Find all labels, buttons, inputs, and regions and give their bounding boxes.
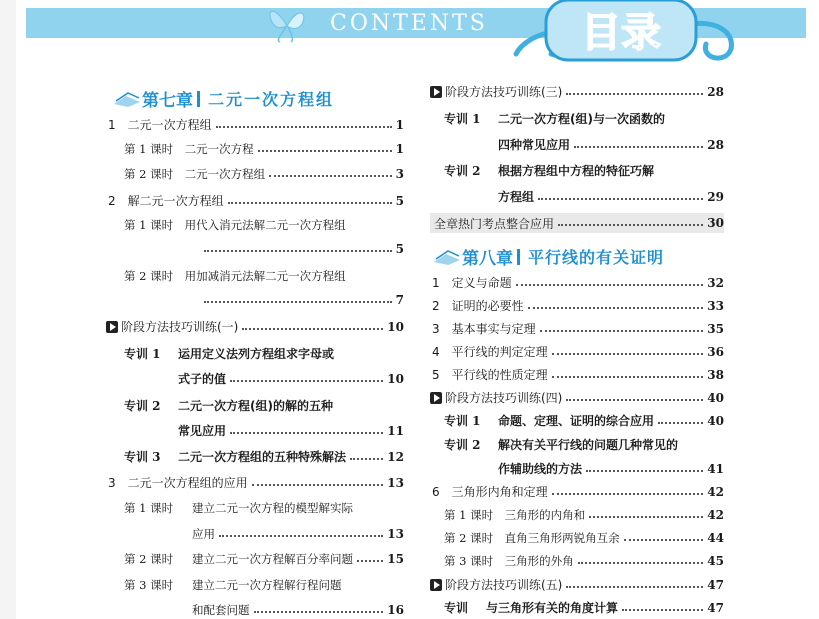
toc-entry[interactable] [124, 500, 404, 516]
page-number: 40 [707, 390, 724, 405]
page-number: 47 [707, 600, 724, 615]
leader-dots [578, 562, 704, 564]
toc-entry[interactable] [430, 389, 724, 406]
entry-tag: 专训 1 [444, 414, 481, 428]
leader-dots [566, 93, 703, 95]
page-number: 15 [387, 552, 404, 566]
leader-dots [219, 535, 383, 537]
entry-label: 和配套问题 [192, 603, 250, 617]
chapter-7-heading[interactable] [112, 86, 334, 111]
toc-entry[interactable] [432, 366, 724, 383]
toc-entry[interactable] [124, 577, 404, 593]
page-number: 30 [707, 216, 724, 230]
toc-entry-continuation [178, 422, 404, 439]
leader-dots [540, 330, 704, 332]
entry-label: 常见应用 [178, 424, 227, 438]
toc-entry[interactable] [432, 297, 724, 314]
toc-entry[interactable] [432, 483, 724, 500]
page-number: 16 [387, 603, 404, 617]
entry-label: 3 二元一次方程组的应用 [108, 476, 248, 490]
leader-dots [552, 353, 704, 355]
chapter-title: 平行线的有关证明 [528, 248, 665, 267]
leader-dots [252, 484, 384, 486]
chapter-number: 第八章 [462, 249, 513, 269]
entry-label: 二元一次方程组的五种特殊解法 [178, 450, 347, 464]
toc-entry[interactable] [124, 217, 404, 233]
toc-entry[interactable] [444, 110, 724, 127]
page-number: 13 [387, 475, 404, 490]
page-number: 32 [707, 275, 724, 290]
entry-label: 阶段方法技巧训练(五) [445, 578, 563, 592]
leader-dots [269, 175, 392, 177]
toc-entry[interactable] [430, 83, 724, 100]
toc-entry[interactable] [124, 448, 404, 465]
play-icon [430, 579, 442, 591]
toc-entry-continuation [498, 188, 724, 205]
play-icon [106, 321, 118, 333]
page-number: 41 [707, 461, 724, 476]
entry-label: 建立二元一次方程的模型解实际 [192, 501, 353, 515]
page-number: 10 [387, 371, 404, 386]
leader-dots [538, 198, 703, 200]
play-icon [430, 86, 442, 98]
leader-dots [230, 432, 383, 434]
butterfly-icon [264, 2, 310, 44]
book-icon [112, 90, 142, 108]
toc-entry[interactable] [124, 141, 404, 157]
toc-entry[interactable] [106, 318, 404, 335]
toc-entry[interactable] [108, 192, 404, 209]
leader-dots [586, 470, 703, 472]
toc-entry[interactable] [444, 599, 724, 616]
leader-dots [254, 611, 384, 613]
toc-entry[interactable] [432, 320, 724, 337]
page-number: 33 [707, 298, 724, 313]
page-number: 45 [707, 554, 724, 568]
page-number: 10 [387, 319, 404, 334]
entry-label: 建立二元一次方程解百分率问题 [192, 552, 353, 566]
toc-entry[interactable] [444, 162, 724, 179]
entry-label: 作辅助线的方法 [498, 462, 583, 476]
page-number: 28 [707, 84, 724, 99]
entry-tag: 专训 2 [444, 438, 481, 452]
page-number: 42 [707, 484, 724, 499]
entry-label: 第 1 课时 二元一次方程 [124, 142, 254, 156]
entry-tag: 专训 3 [124, 450, 161, 464]
entry-label: 运用定义法列方程组求字母或 [178, 347, 335, 361]
chapter-number: 第七章 [142, 91, 193, 111]
entry-tag: 第 2 课时 [124, 552, 174, 566]
leader-dots [566, 399, 703, 401]
leader-dots [658, 422, 703, 424]
toc-entry-continuation [192, 526, 404, 542]
toc-entry[interactable] [124, 551, 404, 567]
entry-tag: 第 1 课时 [124, 501, 174, 515]
entry-tag: 专训 1 [444, 112, 481, 126]
entry-label: 1 二元一次方程组 [108, 118, 212, 132]
leader-dots [622, 609, 703, 611]
entry-tag: 专训 2 [124, 399, 161, 413]
page-number: 5 [395, 242, 404, 256]
contents-badge [506, 0, 746, 70]
toc-entry-continuation [200, 293, 404, 307]
entry-label: 阶段方法技巧训练(四) [445, 391, 563, 405]
entry-tag: 专训 2 [444, 164, 481, 178]
toc-entry[interactable] [444, 436, 724, 453]
leader-dots [350, 458, 383, 460]
entry-label: 4 平行线的判定定理 [432, 345, 548, 359]
toc-entry[interactable] [444, 412, 724, 429]
toc-entry[interactable] [444, 553, 724, 569]
toc-entry-continuation [498, 136, 724, 153]
page-number: 12 [387, 449, 404, 464]
entry-label: 二元一次方程(组)的解的五种 [178, 399, 333, 413]
page-number: 28 [707, 137, 724, 152]
page-number: 3 [395, 167, 404, 181]
play-icon [430, 392, 442, 404]
toc-entry-continuation [178, 370, 404, 387]
book-icon [432, 248, 462, 266]
leader-dots [552, 376, 704, 378]
entry-label: 第 2 课时 二元一次方程组 [124, 167, 266, 181]
page-number: 5 [395, 193, 404, 208]
entry-label: 3 基本事实与定理 [432, 322, 536, 336]
chapter-divider [517, 249, 520, 265]
toc-entry[interactable] [124, 397, 404, 414]
leader-dots [624, 539, 704, 541]
entry-tag: 第 3 课时 [124, 578, 174, 592]
page-number: 11 [387, 423, 404, 438]
entry-label: 第 3 课时 三角形的外角 [444, 554, 574, 568]
toc-entry[interactable] [108, 116, 404, 133]
entry-label: 全章热门考点整合应用 [434, 216, 555, 231]
toc-entry[interactable] [432, 274, 724, 291]
entry-label: 应用 [192, 527, 215, 541]
entry-label: 建立二元一次方程解行程问题 [192, 578, 342, 592]
entry-label: 6 三角形内角和定理 [432, 485, 548, 499]
entry-tag: 专训 [444, 601, 469, 615]
leader-dots [216, 126, 392, 128]
leader-dots [204, 301, 392, 303]
entry-label: 二元一次方程(组)与一次函数的 [498, 112, 665, 126]
page-number: 13 [387, 527, 404, 541]
toc-entry[interactable] [124, 166, 404, 182]
entry-label: 第 1 课时 用代入消元法解二元一次方程组 [124, 218, 346, 232]
entry-label: 1 定义与命题 [432, 276, 512, 290]
leader-dots [204, 250, 392, 252]
entry-label: 式子的值 [178, 372, 227, 386]
entry-label: 解决有关平行线的问题几种常见的 [498, 438, 679, 452]
page-number: 44 [707, 531, 724, 545]
page-number: 47 [707, 577, 724, 592]
entry-label: 根据方程组中方程的特征巧解 [498, 164, 655, 178]
page-number: 1 [395, 117, 404, 132]
entry-label: 四种常见应用 [498, 138, 571, 152]
toc-entry-continuation [200, 242, 404, 256]
toc-entry[interactable] [432, 343, 724, 360]
document-page [16, 0, 819, 619]
leader-dots [357, 560, 383, 562]
page-number: 7 [395, 293, 404, 307]
leader-dots [516, 284, 704, 286]
page-number: 35 [707, 321, 724, 336]
chapter-divider [197, 91, 200, 107]
leader-dots [242, 328, 383, 330]
toc-entry[interactable] [124, 345, 404, 362]
page-number: 1 [395, 142, 404, 156]
leader-dots [230, 380, 383, 382]
contents-label: CONTENTS [330, 11, 488, 36]
toc-entry-continuation [498, 460, 724, 477]
entry-label: 2 解二元一次方程组 [108, 194, 224, 208]
leader-dots [528, 307, 704, 309]
toc-entry-review[interactable] [430, 213, 724, 233]
entry-label: 与三角形有关的角度计算 [486, 601, 619, 615]
entry-label: 方程组 [498, 190, 535, 204]
entry-label: 第 1 课时 三角形的内角和 [444, 508, 586, 522]
badge-title: 目录 [581, 10, 661, 56]
chapter-8-heading[interactable] [432, 244, 664, 269]
entry-label: 命题、定理、证明的综合应用 [498, 414, 655, 428]
page-number: 36 [707, 344, 724, 359]
page-number: 40 [707, 413, 724, 428]
entry-tag: 专训 1 [124, 347, 161, 361]
page-number: 38 [707, 367, 724, 382]
entry-label: 阶段方法技巧训练(三) [445, 85, 563, 99]
chapter-title: 二元一次方程组 [208, 90, 335, 109]
leader-dots [558, 224, 703, 226]
leader-dots [574, 146, 703, 148]
leader-dots [258, 150, 392, 152]
leader-dots [589, 516, 703, 518]
toc-entry[interactable] [444, 530, 724, 546]
entry-label: 2 证明的必要性 [432, 299, 524, 313]
toc-entry[interactable] [430, 576, 724, 593]
leader-dots [566, 586, 703, 588]
page-number: 42 [707, 508, 724, 522]
toc-entry-continuation [192, 602, 404, 618]
entry-label: 5 平行线的性质定理 [432, 368, 548, 382]
entry-label: 阶段方法技巧训练(一) [121, 320, 239, 334]
entry-label: 第 2 课时 直角三角形两锐角互余 [444, 531, 620, 545]
leader-dots [552, 493, 704, 495]
toc-entry[interactable] [124, 268, 404, 284]
page-number: 29 [707, 189, 724, 204]
entry-label: 第 2 课时 用加减消元法解二元一次方程组 [124, 269, 346, 283]
toc-entry[interactable] [108, 474, 404, 491]
leader-dots [228, 202, 392, 204]
toc-entry[interactable] [444, 507, 724, 523]
